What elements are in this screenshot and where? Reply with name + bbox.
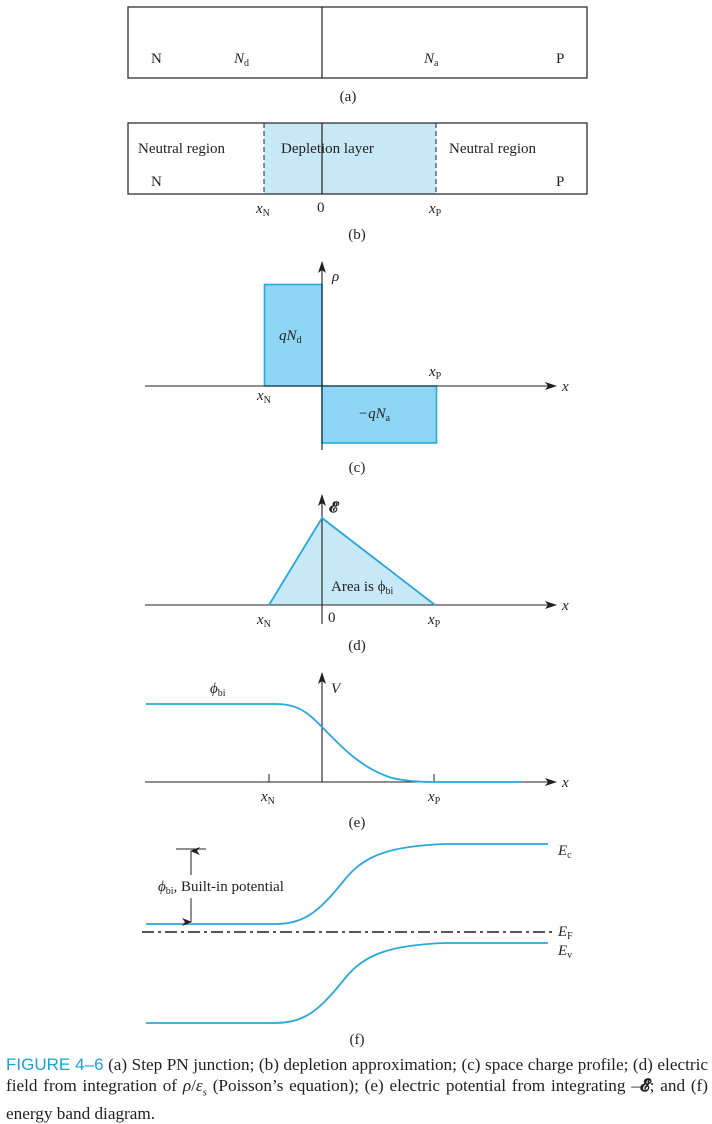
rho-axis-label: ρ [332,269,340,285]
qnd-label: $qN_d$ [279,328,302,346]
ec-label: $E_c$ [558,843,572,861]
donor-doping-label: $N_d$ [234,51,250,69]
built-in-potential-label: $\phi_{bi}$, Built-in potential [158,879,284,897]
caption-math-rho: ρ [182,1076,192,1095]
caption-text-3: ; and (f) energy band diagram. [6,1076,709,1124]
xn-tick-label: $x_N$ [256,201,270,219]
caption-math-eps: ε [195,1076,203,1095]
panel-b-caption: (b) [348,227,366,243]
panel-d-electric-field [145,495,569,654]
caption-text-1: (a) Step PN junction; (b) depletion approximation; (c) space charge profile; (d) electric field from integration of [6,1055,708,1095]
xn-label: $x_N$ [257,612,271,630]
panel-c-caption: (c) [348,460,366,476]
panel-d-caption: (d) [348,638,366,654]
zero-tick-label: 0 [317,200,325,216]
potential-curve [146,704,522,782]
x-axis-label: x [562,775,569,791]
panel-b-depletion-approximation [128,123,587,243]
depletion-layer-fill [264,123,436,194]
xn-label: $x_N$ [257,388,271,406]
panel-c-space-charge-profile [145,262,569,476]
caption-text-2: (Poisson’s equation); (e) electric potential from integrating – [206,1076,640,1095]
caption-math-eps-sub: s [202,1086,207,1099]
xp-label: $x_P$ [428,789,441,807]
valence-band-line [146,943,548,1023]
x-axis-label: x [562,598,569,614]
ef-label: $E_F$ [558,924,573,942]
xp-label: $x_P$ [429,364,442,382]
panel-a-caption: (a) [339,89,357,105]
phi-bi-level-label: $\phi_{bi}$ [210,681,226,699]
xp-tick-label: $x_P$ [429,201,442,219]
v-axis-label: V [331,681,341,697]
x-axis-label: x [562,379,569,395]
p-type-label: P [556,174,565,190]
depletion-layer-label: Depletion layer [281,141,374,157]
panel-e-electric-potential [145,673,569,831]
right-neutral-region-label: Neutral region [449,141,537,157]
caption-slash: / [191,1076,196,1095]
left-neutral-region-label: Neutral region [138,141,226,157]
panel-f-caption: (f) [349,1032,365,1048]
xp-label: $x_P$ [428,612,441,630]
ev-label: $E_v$ [558,943,573,961]
field-axis-label: 𝓔 [329,500,338,516]
panel-f-energy-band-diagram [142,843,573,1048]
figure-number: FIGURE 4–6 [6,1055,104,1074]
n-type-label: N [151,174,162,190]
panel-a-step-junction [128,7,587,105]
figure-caption [6,1054,708,1124]
n-type-label: N [151,51,162,67]
area-annotation: Area is $\phi_{bi}$ [331,579,394,597]
minus-qna-label: $-qN_a$ [358,406,391,424]
p-type-label: P [556,51,565,67]
junction-box [128,7,587,78]
caption-math-field: 𝓔 [639,1076,650,1095]
panel-e-caption: (e) [348,815,366,831]
zero-label: 0 [328,610,336,626]
acceptor-doping-label: $N_a$ [424,51,439,69]
xn-label: $x_N$ [261,789,275,807]
